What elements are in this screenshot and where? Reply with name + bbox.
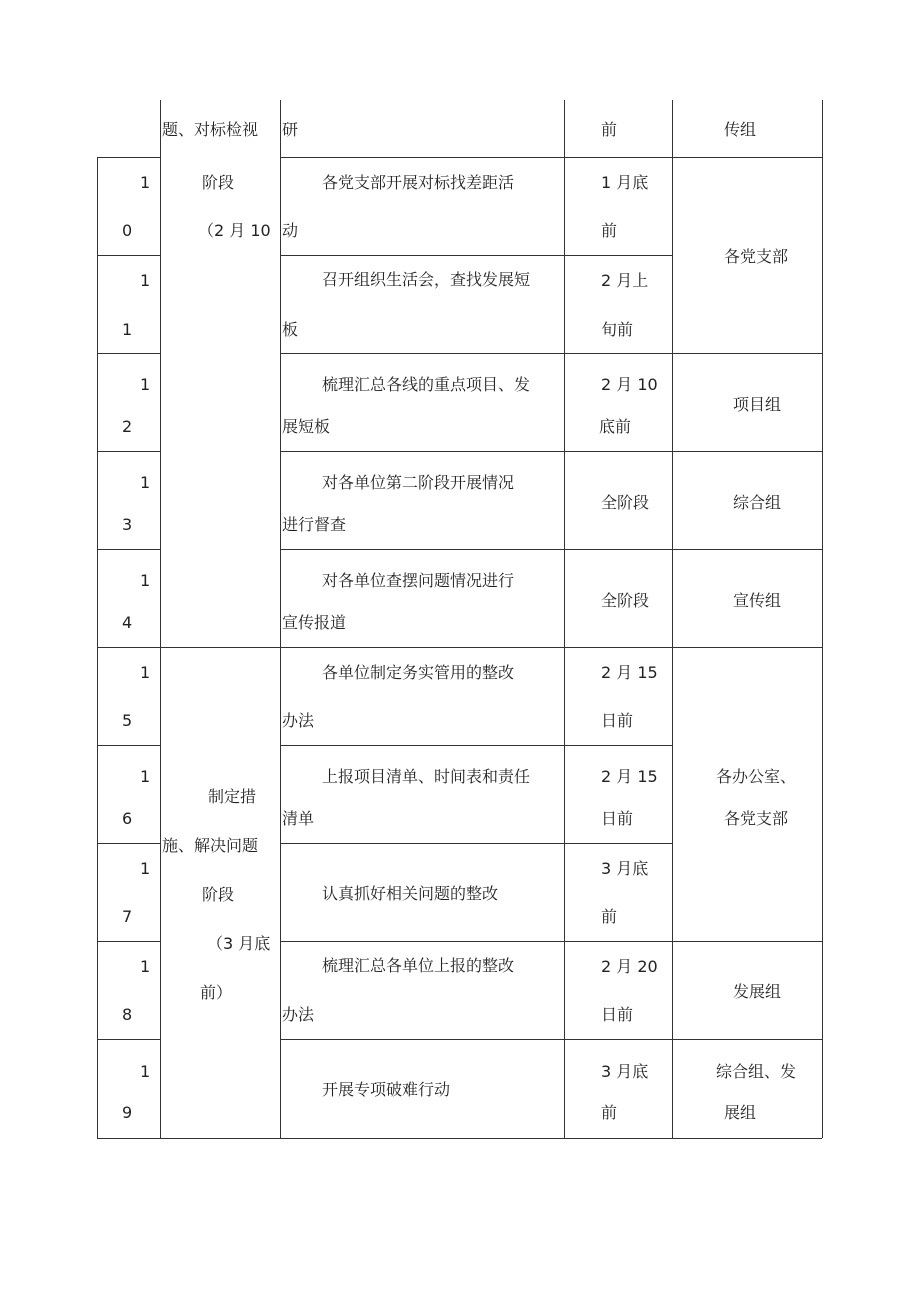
task-cell-text: 板	[282, 320, 299, 339]
table-row-divider	[280, 843, 672, 844]
task-cell-text: 展短板	[282, 417, 331, 436]
owner-cell-text: 综合组	[733, 493, 782, 512]
owner-cell-text: 传组	[724, 120, 757, 139]
table-border-bottom	[97, 1138, 822, 1139]
stage-cell-text: （3 月底	[207, 934, 271, 953]
time-cell-text: 1 月底	[601, 173, 649, 192]
row-number: 1	[140, 473, 151, 492]
table-col-divider	[672, 100, 673, 1138]
time-cell-text: 全阶段	[601, 591, 650, 610]
task-cell-text: 办法	[282, 711, 315, 730]
task-cell-text: 进行督查	[282, 515, 347, 534]
time-cell-text: 底前	[599, 417, 632, 436]
stage-cell-text: 阶段	[202, 885, 235, 904]
time-cell-text: 2 月上	[601, 271, 649, 290]
time-cell-text: 3 月底	[601, 1062, 649, 1081]
row-number: 1	[140, 571, 151, 590]
task-cell-text: 各党支部开展对标找差距活	[322, 173, 515, 192]
time-cell-text: 2 月 15	[601, 767, 658, 786]
time-cell-text: 2 月 20	[601, 957, 658, 976]
task-cell-text: 梳理汇总各单位上报的整改	[322, 956, 515, 975]
row-number: 1	[140, 859, 151, 878]
table-row-divider	[97, 549, 160, 550]
table-row-divider	[97, 1039, 160, 1040]
owner-cell-text: 项目组	[733, 395, 782, 414]
table-row-divider	[280, 255, 672, 256]
owner-cell-text: 发展组	[733, 982, 782, 1001]
task-cell-text: 清单	[282, 809, 315, 828]
table-row-divider	[97, 843, 160, 844]
row-number: 1	[140, 271, 151, 290]
table-row-divider	[97, 451, 160, 452]
time-cell-text: 日前	[601, 711, 634, 730]
owner-cell-text: 展组	[724, 1103, 757, 1122]
table-row-divider	[97, 745, 160, 746]
row-number: 5	[122, 711, 133, 730]
row-number: 1	[140, 767, 151, 786]
time-cell-text: 日前	[601, 809, 634, 828]
row-number: 0	[122, 221, 133, 240]
table-row-divider	[280, 745, 672, 746]
table-row-divider	[97, 941, 160, 942]
row-number: 9	[122, 1103, 133, 1122]
row-number: 4	[122, 613, 133, 632]
table-row-divider	[280, 941, 822, 942]
time-cell-text: 日前	[601, 1005, 634, 1024]
table-row-divider	[97, 353, 160, 354]
row-number: 1	[140, 173, 151, 192]
table-border-right	[822, 100, 823, 1138]
owner-cell-text: 宣传组	[733, 591, 782, 610]
stage-cell-text: 制定措	[208, 787, 257, 806]
task-cell-text: 宣传报道	[282, 613, 347, 632]
row-number: 1	[140, 957, 151, 976]
owner-cell-text: 各党支部	[724, 809, 789, 828]
stage-cell-text: 阶段	[202, 173, 235, 192]
time-cell-text: 前	[601, 1103, 618, 1122]
time-cell-text: 前	[601, 221, 618, 240]
table-col-divider	[160, 100, 161, 1138]
time-cell-text: 前	[601, 120, 618, 139]
row-number: 1	[140, 1062, 151, 1081]
time-cell-text: 3 月底	[601, 859, 649, 878]
task-cell-text: 办法	[282, 1005, 315, 1024]
time-cell-text: 旬前	[601, 320, 634, 339]
task-cell-text: 认真抓好相关问题的整改	[322, 884, 499, 903]
table-row-divider	[280, 549, 822, 550]
task-cell-text: 各单位制定务实管用的整改	[322, 663, 515, 682]
task-cell-text: 研	[282, 120, 299, 139]
row-number: 8	[122, 1005, 133, 1024]
table-row-divider	[280, 451, 822, 452]
time-cell-text: 前	[601, 907, 618, 926]
table-row-divider	[280, 1039, 822, 1040]
row-number: 1	[122, 320, 133, 339]
time-cell-text: 2 月 10	[601, 375, 658, 394]
row-number: 1	[140, 375, 151, 394]
table-row-divider	[97, 157, 160, 158]
table-row-divider	[280, 353, 822, 354]
time-cell-text: 2 月 15	[601, 663, 658, 682]
task-cell-text: 召开组织生活会，查找发展短	[322, 270, 531, 289]
owner-cell-text: 各党支部	[724, 247, 789, 266]
task-cell-text: 动	[282, 221, 299, 240]
row-number: 6	[122, 809, 133, 828]
table-row-divider	[97, 255, 160, 256]
stage-cell-text: 题、对标检视	[162, 120, 259, 139]
task-cell-text: 对各单位第二阶段开展情况	[322, 473, 515, 492]
task-cell-text: 对各单位查摆问题情况进行	[322, 571, 515, 590]
stage-cell-text: （2 月 10	[198, 221, 271, 240]
stage-cell-text: 施、解决问题	[162, 836, 259, 855]
time-cell-text: 全阶段	[601, 493, 650, 512]
owner-cell-text: 综合组、发	[716, 1062, 797, 1081]
owner-cell-text: 各办公室、	[716, 767, 797, 786]
row-number: 1	[140, 663, 151, 682]
task-cell-text: 上报项目清单、时间表和责任	[322, 767, 531, 786]
task-cell-text: 开展专项破难行动	[322, 1080, 451, 1099]
row-number: 3	[122, 515, 133, 534]
table-row-divider	[280, 157, 822, 158]
row-number: 2	[122, 417, 133, 436]
stage-cell-text: 前）	[200, 983, 233, 1002]
table-row-divider	[97, 647, 822, 648]
row-number: 7	[122, 907, 133, 926]
task-cell-text: 梳理汇总各线的重点项目、发	[322, 375, 531, 394]
